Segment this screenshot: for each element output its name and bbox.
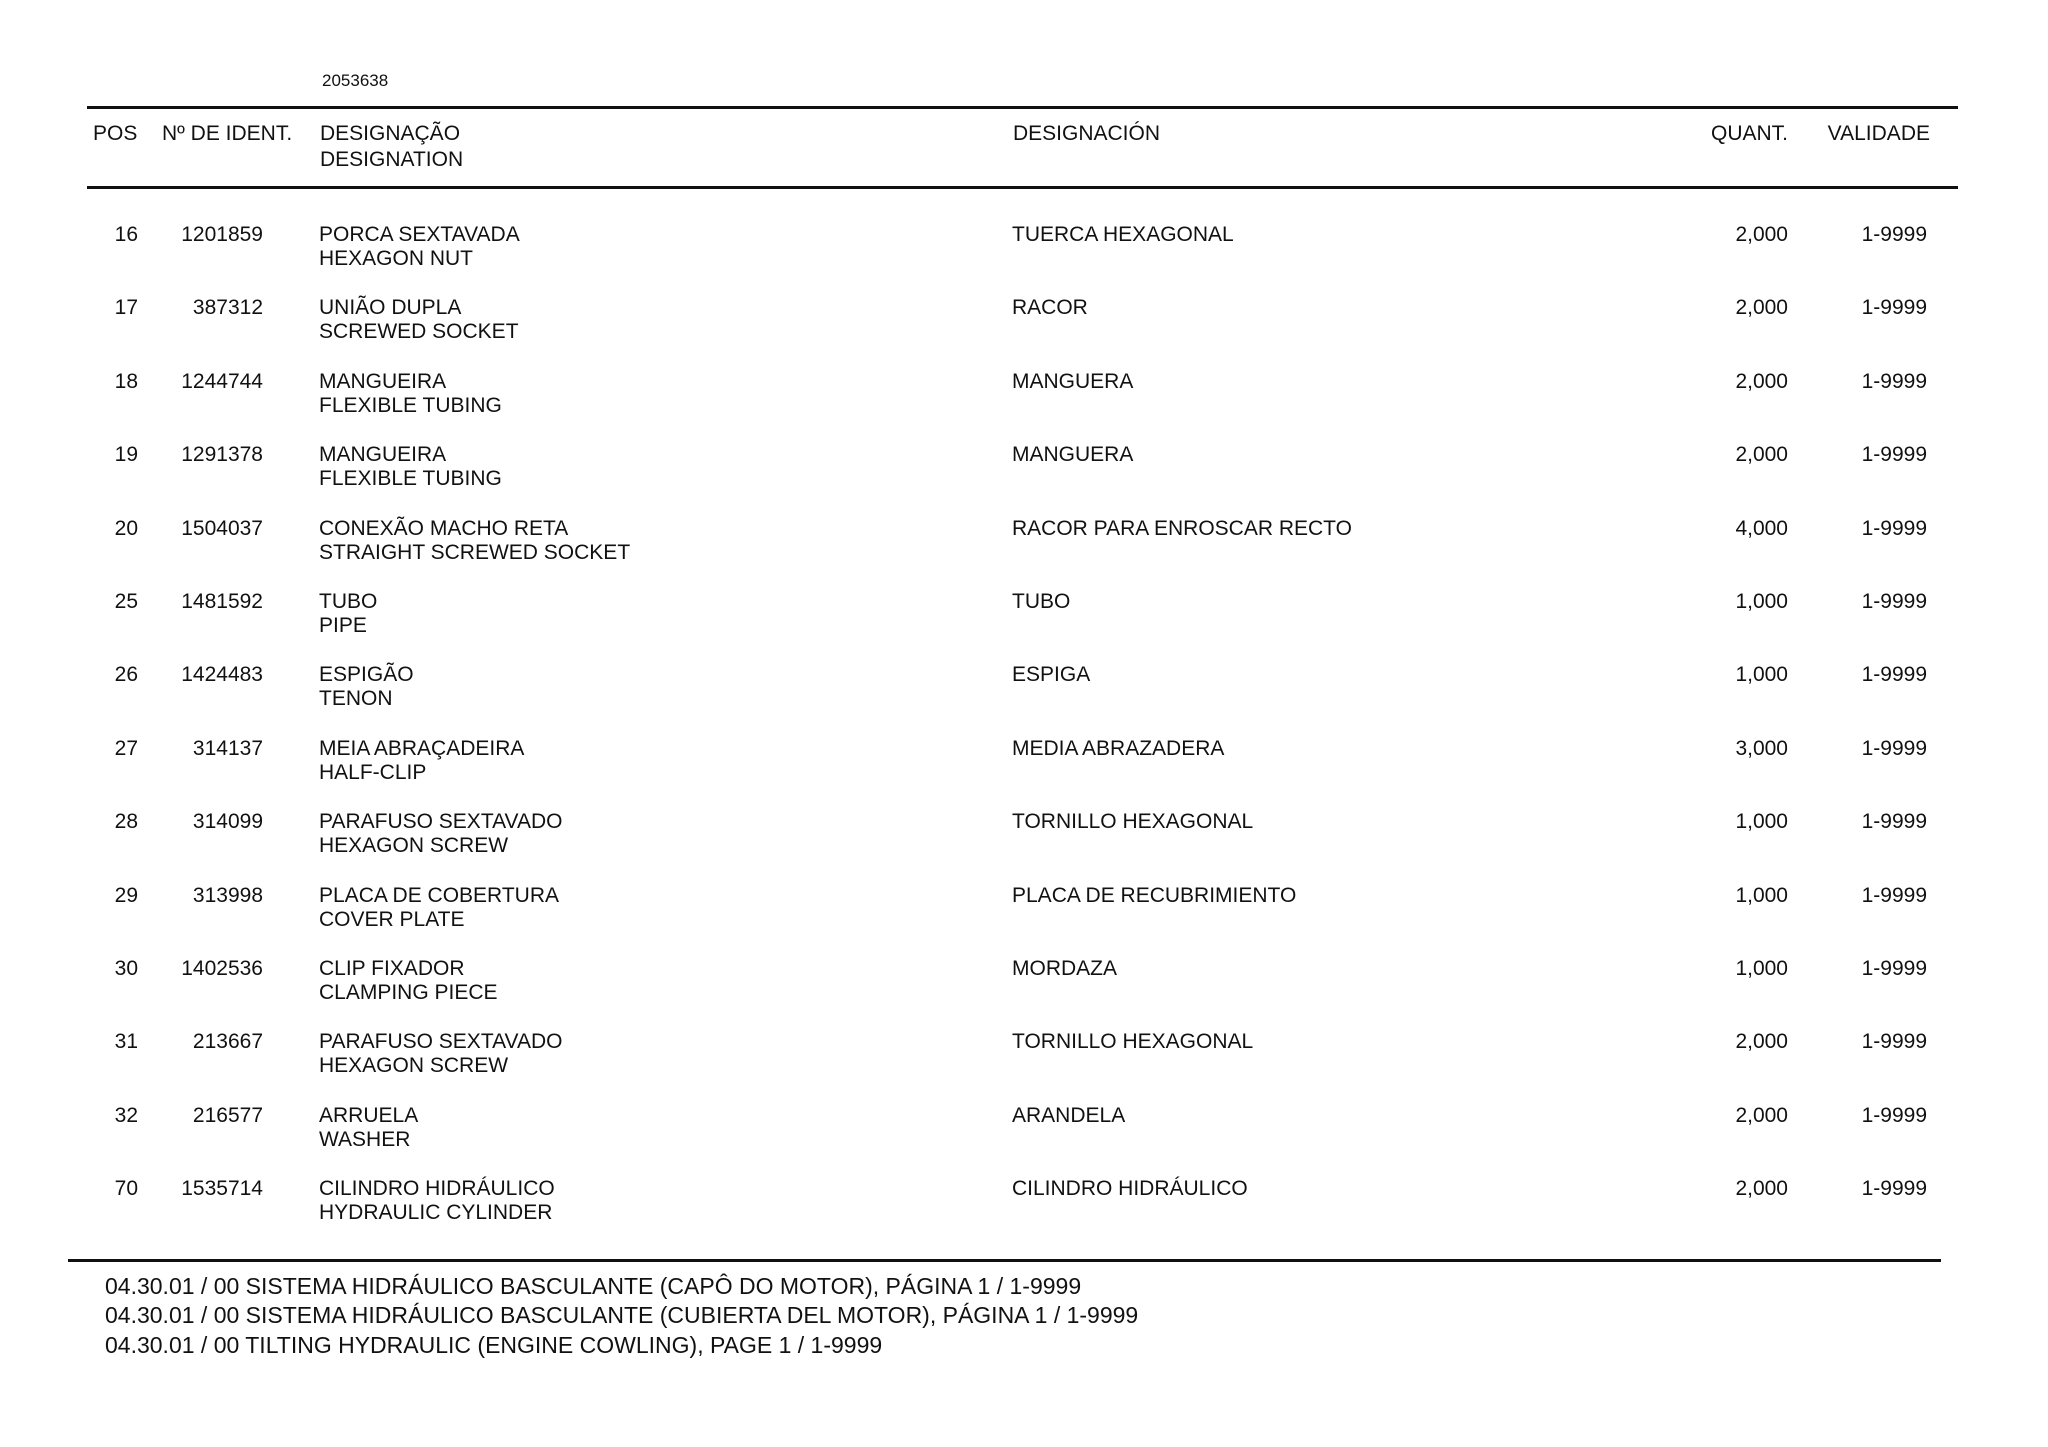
designacao-cell: CONEXÃO MACHO RETA: [319, 516, 569, 540]
validity-cell: 1-9999: [1861, 1030, 1927, 1054]
validity-cell: 1-9999: [1861, 883, 1927, 907]
validity-cell: 1-9999: [1861, 1103, 1927, 1127]
quantity-cell: 2,000: [1735, 1030, 1788, 1054]
quantity-cell: 1,000: [1735, 663, 1788, 687]
ident-cell: 387312: [192, 296, 263, 320]
pos-cell: 26: [114, 663, 138, 687]
table-row: [0, 369, 2048, 443]
designacion-cell: TUBO: [1012, 590, 1071, 613]
designacao-cell: ARRUELA: [319, 1103, 419, 1127]
document-number: 2053638: [322, 71, 389, 90]
designacao-cell: TUBO: [319, 590, 378, 613]
designation-cell: HEXAGON SCREW: [319, 1054, 509, 1078]
pos-cell: 20: [114, 516, 138, 540]
designacao-cell: MANGUEIRA: [319, 443, 447, 467]
designation-cell: COVER PLATE: [319, 907, 465, 931]
quantity-cell: 1,000: [1735, 590, 1788, 613]
pos-cell: 19: [114, 443, 138, 467]
header-validade: VALIDADE: [1827, 122, 1930, 145]
pos-cell: 32: [114, 1103, 138, 1127]
designation-cell: HYDRAULIC CYLINDER: [319, 1201, 553, 1225]
header-designacion: DESIGNACIÓN: [1013, 122, 1161, 145]
quantity-cell: 2,000: [1735, 296, 1788, 320]
designacao-cell: CILINDRO HIDRÁULICO: [319, 1177, 555, 1201]
pos-cell: 31: [114, 1030, 138, 1054]
table-row: [0, 956, 2048, 1030]
designacion-cell: MORDAZA: [1012, 957, 1117, 980]
footer-rule: [68, 1259, 1941, 1262]
header-designacao: DESIGNAÇÃO: [320, 122, 461, 145]
validity-cell: 1-9999: [1861, 223, 1927, 246]
designation-cell: CLAMPING PIECE: [319, 981, 498, 1004]
quantity-cell: 1,000: [1735, 810, 1788, 834]
footer-line-en: 04.30.01 / 00 TILTING HYDRAULIC (ENGINE COWLING), PAGE 1 / 1-9999: [105, 1332, 883, 1358]
pos-cell: 28: [114, 810, 138, 834]
ident-cell: 314137: [192, 736, 263, 760]
designation-cell: WASHER: [319, 1127, 411, 1151]
designacao-cell: PLACA DE COBERTURA: [319, 883, 560, 907]
designation-cell: FLEXIBLE TUBING: [319, 393, 502, 417]
table-row: [0, 883, 2048, 957]
table-row: [0, 1029, 2048, 1103]
validity-cell: 1-9999: [1861, 810, 1927, 834]
designacion-cell: RACOR: [1012, 296, 1088, 320]
quantity-cell: 2,000: [1735, 1103, 1788, 1127]
validity-cell: 1-9999: [1861, 1177, 1927, 1201]
table-row: [0, 442, 2048, 516]
ident-cell: 1535714: [181, 1177, 263, 1201]
designacion-cell: ARANDELA: [1012, 1103, 1126, 1127]
header-ident: Nº DE IDENT.: [162, 122, 293, 145]
designation-cell: SCREWED SOCKET: [319, 320, 519, 344]
validity-cell: 1-9999: [1861, 369, 1927, 393]
quantity-cell: 1,000: [1735, 957, 1788, 980]
ident-cell: 1504037: [181, 516, 263, 540]
quantity-cell: 3,000: [1735, 736, 1788, 760]
table-row: [0, 222, 2048, 296]
ident-cell: 1424483: [181, 663, 263, 687]
designacao-cell: UNIÃO DUPLA: [319, 296, 462, 320]
header-top-rule: [87, 106, 1958, 109]
header-bottom-rule: [87, 186, 1958, 189]
designation-cell: STRAIGHT SCREWED SOCKET: [319, 540, 631, 564]
designacion-cell: TORNILLO HEXAGONAL: [1012, 1030, 1254, 1054]
designacao-cell: CLIP FIXADOR: [319, 957, 465, 980]
ident-cell: 216577: [192, 1103, 263, 1127]
table-row: [0, 662, 2048, 736]
pos-cell: 17: [114, 296, 138, 320]
table-row: [0, 1176, 2048, 1250]
ident-cell: 1291378: [181, 443, 263, 467]
designacion-cell: MANGUERA: [1012, 443, 1134, 467]
pos-cell: 30: [114, 957, 138, 980]
table-row: [0, 516, 2048, 590]
designacion-cell: TORNILLO HEXAGONAL: [1012, 810, 1254, 834]
table-row: [0, 736, 2048, 810]
quantity-cell: 2,000: [1735, 443, 1788, 467]
designation-cell: HALF-CLIP: [319, 760, 427, 784]
ident-cell: 1244744: [181, 369, 263, 393]
designacao-cell: MEIA ABRAÇADEIRA: [319, 736, 525, 760]
pos-cell: 29: [114, 883, 138, 907]
designation-cell: HEXAGON NUT: [319, 247, 474, 270]
ident-cell: 314099: [192, 810, 263, 834]
pos-cell: 18: [114, 369, 138, 393]
table-row: [0, 809, 2048, 883]
ident-cell: 313998: [192, 883, 263, 907]
designation-cell: HEXAGON SCREW: [319, 834, 509, 858]
pos-cell: 25: [114, 590, 138, 613]
ident-cell: 1481592: [181, 590, 263, 613]
table-row: [0, 1103, 2048, 1177]
designacao-cell: ESPIGÃO: [319, 663, 414, 687]
designacao-cell: PORCA SEXTAVADA: [319, 223, 520, 246]
validity-cell: 1-9999: [1861, 590, 1927, 613]
designacion-cell: PLACA DE RECUBRIMIENTO: [1012, 883, 1297, 907]
designacion-cell: CILINDRO HIDRÁULICO: [1012, 1177, 1248, 1201]
designation-cell: PIPE: [319, 614, 367, 637]
designacion-cell: RACOR PARA ENROSCAR RECTO: [1012, 516, 1352, 540]
designacion-cell: ESPIGA: [1012, 663, 1091, 687]
validity-cell: 1-9999: [1861, 663, 1927, 687]
designacao-cell: PARAFUSO SEXTAVADO: [319, 1030, 563, 1054]
validity-cell: 1-9999: [1861, 296, 1927, 320]
header-quant: QUANT.: [1710, 122, 1788, 145]
header-designation: DESIGNATION: [320, 148, 464, 171]
designacao-cell: MANGUEIRA: [319, 369, 447, 393]
quantity-cell: 4,000: [1735, 516, 1788, 540]
ident-cell: 213667: [192, 1030, 263, 1054]
designacion-cell: MEDIA ABRAZADERA: [1012, 736, 1225, 760]
table-row: [0, 589, 2048, 663]
pos-cell: 16: [114, 223, 138, 246]
quantity-cell: 2,000: [1735, 369, 1788, 393]
designacion-cell: MANGUERA: [1012, 369, 1134, 393]
quantity-cell: 2,000: [1735, 223, 1788, 246]
quantity-cell: 1,000: [1735, 883, 1788, 907]
quantity-cell: 2,000: [1735, 1177, 1788, 1201]
header-pos: POS: [93, 122, 138, 145]
pos-cell: 70: [114, 1177, 138, 1201]
table-row: [0, 295, 2048, 369]
pos-cell: 27: [114, 736, 138, 760]
designation-cell: FLEXIBLE TUBING: [319, 467, 502, 491]
validity-cell: 1-9999: [1861, 443, 1927, 467]
validity-cell: 1-9999: [1861, 736, 1927, 760]
ident-cell: 1402536: [181, 957, 263, 980]
designacao-cell: PARAFUSO SEXTAVADO: [319, 810, 563, 834]
designation-cell: TENON: [319, 687, 393, 711]
ident-cell: 1201859: [181, 223, 263, 246]
footer-line-pt: 04.30.01 / 00 SISTEMA HIDRÁULICO BASCULANTE (CAPÔ DO MOTOR), PÁGINA 1 / 1-9999: [105, 1273, 1082, 1299]
validity-cell: 1-9999: [1861, 516, 1927, 540]
designacion-cell: TUERCA HEXAGONAL: [1012, 223, 1234, 246]
footer-line-es: 04.30.01 / 00 SISTEMA HIDRÁULICO BASCULANTE (CUBIERTA DEL MOTOR), PÁGINA 1 / 1-9999: [105, 1302, 1139, 1328]
validity-cell: 1-9999: [1861, 957, 1927, 980]
